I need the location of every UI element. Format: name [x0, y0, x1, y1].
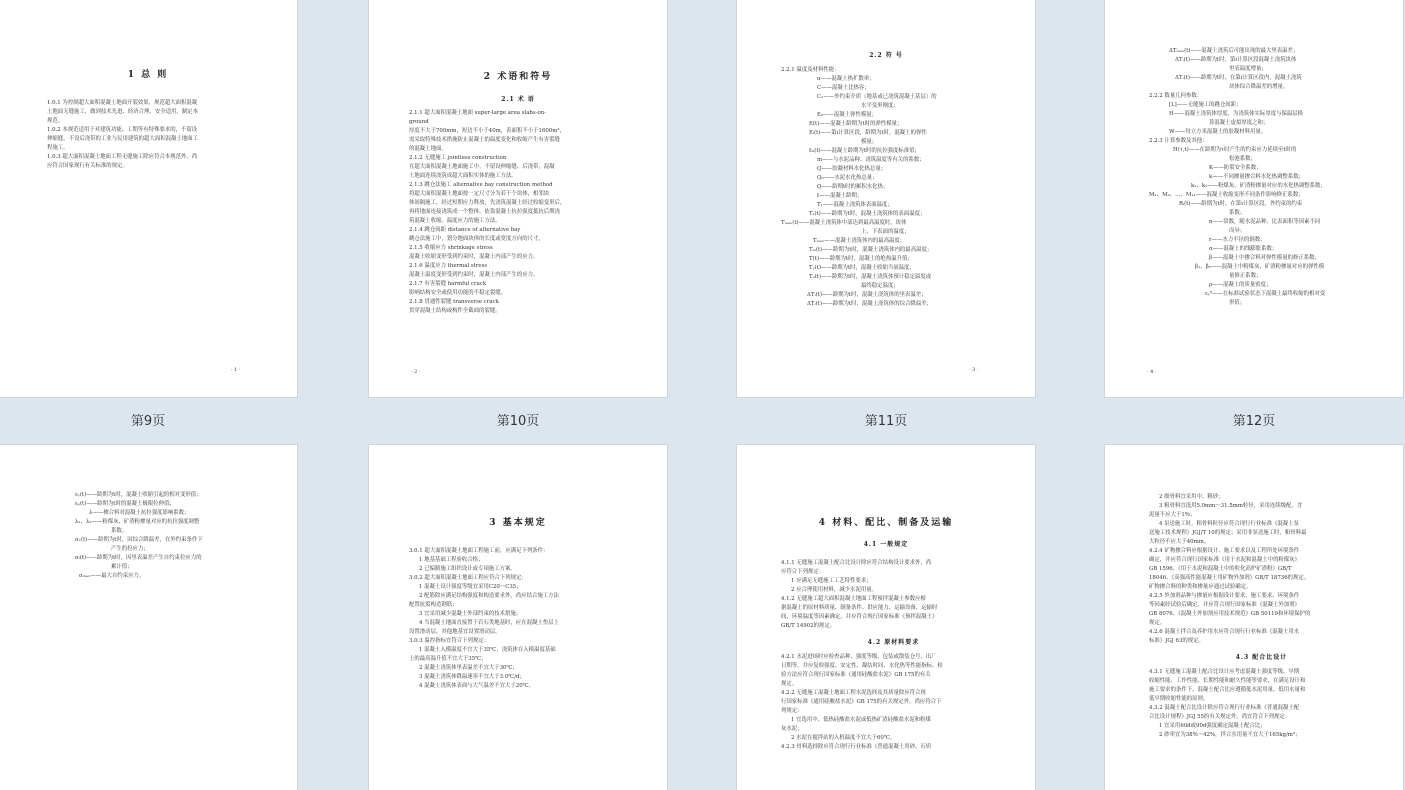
text-line: 2.2.1 温度及材料性能： [781, 67, 840, 73]
text-line: 最终稳定温度； [861, 283, 899, 289]
text-line: k₁、k₂——粉煤灰、矿渣粉掺量对应的水化热调整系数； [1191, 183, 1326, 189]
text-line: H——混凝土浇筑体厚度，为浇筑体实际厚度与保温层换 [1169, 111, 1304, 117]
text-line: 2 砂率宜为38%～42%，拌合水用量不宜大于165kg/m³； [1159, 732, 1301, 738]
text-line: 算混凝土虚拟厚度之和； [1209, 120, 1269, 126]
text-line: 灰水泥； [781, 726, 803, 732]
text-line: 3.0.1 超大面积混凝土地面工程施工前，应满足下列条件： [409, 548, 549, 554]
text-line: 等因素经试验后确定，并应符合现行国家标准《混凝土外加剂》 [1149, 602, 1300, 608]
text-line: σₓ(t)——龄期为t时，因综合降温差，在外约束条件下 [75, 537, 203, 543]
text-line: ΔTᵢ(t)——龄期为t时，在第i计算区段内，混凝土浇筑 [1175, 75, 1302, 81]
chapter-title: 2 术语和符号 [483, 72, 553, 82]
text-line: 2 已编制施工组织设计或专项施工方案。 [419, 566, 516, 572]
text-line: 4.2.4 矿物掺合料应根据设计、施工要求以及工程所处环境条件 [1149, 548, 1300, 554]
text-line: 2 应合理使用材料，减少水泥用量。 [791, 587, 878, 593]
text-line: GB 1596、《用于水泥和混凝土中的粒化高炉矿渣粉》GB/T [1149, 566, 1292, 572]
page-number: · 3 · [969, 367, 979, 373]
text-line: 程施工。 [47, 145, 69, 151]
text-line: λ——掺合料对混凝土抗拉强度影响系数； [89, 510, 190, 516]
page-number: · 2 · [411, 369, 421, 375]
text-line: 产生的拉应力； [111, 546, 149, 552]
text-line: 2.1.8 贯通性裂缝 transverse crack [409, 299, 499, 305]
text-line: ΔTₘₐₓ(t)——混凝土浇筑后可能出现的最大里表温差； [1169, 48, 1299, 54]
text-line: [L]——无缝施工的跳仓间距； [1169, 102, 1242, 108]
text-line: m——与水泥品种、浇筑温度等有关的系数； [817, 157, 925, 163]
text-line: 送施工技术规程》JGJ/T 10的规定；采用非泵送施工时，粗骨料最 [1149, 530, 1307, 536]
text-line: Rᵢ(t)——龄期为t时，在第i计算区段，外约束的约束 [1179, 201, 1303, 207]
text-line: 合比设计规程》JGJ 55的有关规定外，尚宜符合下列规定： [1149, 714, 1291, 720]
page-text [47, 99, 262, 171]
text-line: 土地面连续浇筑成超大面积实体的施工方法。 [409, 173, 517, 179]
text-line: 跳仓法施工中，划分地面块体的长度或宽度方向的尺寸。 [409, 236, 544, 242]
text-line: 4 泵送施工时，粗骨料粒径应符合现行行业标准《混凝土泵 [1159, 521, 1299, 527]
section-title: 2.2 符 号 [869, 52, 903, 59]
text-line: ΔTᵢ(t)——龄期为t时，第i计算区段混凝土浇筑块体 [1175, 57, 1297, 63]
text-line: Q——胶凝材料水化热总量； [817, 166, 887, 172]
text-line: ground [409, 119, 429, 125]
text-line: 2.1.4 跳仓间距 distance of alternative bay [409, 227, 521, 233]
text-line: 在超大面积混凝土地面施工中，不留设伸缩缝、后浇带，混凝 [409, 164, 555, 170]
text-line: 4.2.2 无缝施工混凝土地面工程水泥选择及其质量除应符合现 [781, 690, 926, 696]
text-line: 累计值； [111, 564, 133, 570]
text-line: Cₓ——外约束介质（地基或已浇筑混凝土基层）的 [817, 94, 937, 100]
text-line: 3.0.2 超大面积混凝土地面工程应符合下列规定： [409, 575, 527, 581]
text-line: 3 粗骨料宜选用5.0mm～31.5mm粒径，采用连续级配，含 [1159, 503, 1303, 509]
text-line: 块体综合降温差的增量。 [1229, 84, 1289, 90]
text-line: 间、环境温度等因素确定，并应符合现行国家标准《预拌混凝土》 [781, 614, 938, 620]
text-line: t——混凝土龄期； [817, 193, 863, 199]
text-line: 设置滑动层，其他地基宜设置滑动层。 [409, 629, 501, 635]
text-line: 3.0.3 温控指标宜符合下列规定： [409, 638, 490, 644]
text-line: ΔTᵢ(t)——龄期为t时，混凝土浇筑体的里表温差； [807, 292, 927, 298]
text-line: Tₛ(t)——龄期为t时，混凝土浇筑体的表面温度； [809, 211, 926, 217]
text-line: 确定，并应符合现行国家标准《用于水泥和混凝土中的粉煤灰》 [1149, 557, 1300, 563]
text-line: 1 宜选用中、低热硅酸盐水泥或低热矿渣硅酸盐水泥和粉煤 [791, 717, 931, 723]
text-line: E(t)——混凝土龄期为t时的弹性模量； [809, 121, 903, 127]
text-line: 1 应满足无缝施工工艺特性要求； [791, 578, 872, 584]
text-line: 厚度不大于700mm，短边不小于40m，表面积不小于1600m²， [409, 128, 565, 134]
text-line: 规范。 [47, 118, 64, 124]
text-line: Tₘ(t)——龄期为t时，混凝土浇筑体内的最高温度； [809, 247, 933, 253]
text-line: Eᵢ(t)——第i计算区段，龄期为t时，混凝土的弹性 [809, 130, 927, 136]
text-line: 列规定： [781, 708, 803, 714]
text-line: 4 混凝土浇筑体表面与大气温差不宜大于20℃。 [419, 683, 535, 689]
text-line: Tᵧ(t)——龄期为t时，混凝土收缩当量温度； [809, 265, 915, 271]
text-line: T(t)——龄期为t时，混凝土的绝热温升值； [809, 256, 913, 262]
text-line: α——混凝土的线膨胀系数； [1209, 246, 1278, 252]
text-line: 4.2.6 混凝土拌合及养护用水应符合现行行业标准《混凝土用水 [1149, 629, 1300, 635]
text-line: 1 混凝土设计强度等级宜采用C20～C35； [419, 584, 522, 590]
text-line: 应符合国家现行有关标准的规定。 [47, 163, 128, 169]
text-line: E₀——混凝土弹性模量； [817, 112, 878, 118]
section-title: 4.1 一般规定 [863, 541, 909, 548]
text-line: 4.3.2 混凝土配合比设计除应符合现行行业标准《普通混凝土配 [1149, 705, 1300, 711]
page-caption: 第9页 [130, 414, 166, 429]
page-text [409, 109, 634, 316]
text-line: 规定。 [1149, 620, 1166, 626]
text-line: 收缩性能、工作性能、长期性能和耐久性能等要求，在满足设计和 [1149, 678, 1306, 684]
text-line: 矿物掺合料的种类和掺量应通过试验确定。 [1149, 584, 1252, 590]
text-line: 3 混凝土浇筑体降温速率不宜大于3.0℃/d； [419, 674, 525, 680]
text-line: 需采取特殊技术措施防止混凝土的温度变化和收缩产生有害裂缝 [409, 137, 560, 143]
text-line: 4.1.2 无缝施工超大面积混凝土地面工程预拌混凝土参数应根 [781, 596, 926, 602]
text-line: λ₁、λ₂——粉煤灰、矿渣粉掺量对应的抗拉强度调整 [75, 519, 200, 525]
text-line: 应符合下列规定： [781, 569, 825, 575]
text-line: K——防裂安全系数； [1209, 165, 1262, 171]
section-title: 2.1 术 语 [501, 96, 535, 103]
text-line: 里表温度增量； [1229, 66, 1267, 72]
text-line: 4.2.5 外加剂品种与掺量应根据设计要求、施工要求、环境条件 [1149, 593, 1300, 599]
page-thumbnail-11[interactable] [736, 0, 1036, 398]
page-thumbnail-15[interactable] [736, 444, 1036, 790]
text-line: k——不同掺量掺合料水化热调整系数； [1209, 174, 1304, 180]
page-text [781, 66, 1006, 309]
section-title: 4.3 配合比设计 [1235, 654, 1288, 661]
page-thumbnail-13[interactable] [0, 444, 298, 790]
text-line: 2.1.3 跳仓法施工 alternative bay construction method [409, 182, 553, 188]
text-line: H(τ,t)——在龄期为τ时产生的约束应力延续至t时的 [1173, 147, 1297, 153]
page-text [61, 491, 266, 581]
text-line: 施工要求的条件下，混凝土配合比应遵循低水泥用量、低用水量和 [1149, 687, 1306, 693]
text-line: 规定。 [781, 681, 798, 687]
text-line: 影响结构安全或使用功能的不稳定裂缝。 [409, 290, 507, 296]
text-line: σᵢ(t)——龄期为t时，因里表温差产生自约束拉应力的 [75, 555, 202, 561]
page-text [781, 559, 1006, 752]
text-line: Q——龄期t时的累积水化热； [817, 184, 889, 190]
text-line: 上、下表面的温度； [861, 229, 910, 235]
page-caption: 第10页 [496, 414, 540, 429]
text-line: 系数； [111, 528, 128, 534]
text-line: 贯穿混凝土结构或构件全截面的裂缝。 [409, 308, 501, 314]
text-line: 筑混凝土收缩、温度应力的施工方法。 [409, 218, 501, 224]
chapter-title: 3 基本规定 [489, 518, 547, 528]
text-line: 2.1.2 无缝施工 jointless construction [409, 155, 507, 161]
section-title: 4.2 原材料要求 [867, 639, 920, 646]
text-line: 混凝土温度变形受到约束时，混凝土内部产生的应力。 [409, 272, 539, 278]
text-line: 1.0.1 为控制超大面积混凝土地面开裂效果，规范超大面积混凝 [47, 100, 198, 106]
text-line: 上的最高温升值不宜大于35℃； [409, 656, 487, 662]
text-line: W——每立方米混凝土的胶凝材料用量。 [1169, 129, 1267, 135]
text-line: 再将地面连接浇筑成一个整体，依靠混凝土抗拉强度抵抗后期浇 [409, 209, 560, 215]
text-line: 而异； [1229, 228, 1246, 234]
text-line: β——混凝土中掺合料对弹性模量的修正系数； [1209, 255, 1320, 261]
text-line: Tᵤ(t)——龄期为t时，混凝土浇筑体预计稳定温度或 [809, 274, 932, 280]
text-line: 4.3.1 无缝施工混凝土配合比设计应考虑混凝土强度等级、早期 [1149, 669, 1300, 675]
page-thumbnail-14[interactable] [368, 444, 668, 790]
text-line: 标准》JGJ 63的规定。 [1149, 638, 1204, 644]
text-line: 伸缩缝，不设后浇带的工业与民用建筑的超大面积混凝土地面工 [47, 136, 198, 142]
text-line: ΔTᵢ(t)——龄期为t时，混凝土浇筑体的综合降温差； [807, 301, 932, 307]
text-line: εᵧ⁰——在标准试验状态下混凝土最终收缩的相对变 [1205, 291, 1326, 297]
chapter-title: 1 总 则 [127, 70, 169, 80]
text-line: 4.1.1 无缝施工混凝土配合比设计除应符合结构设计要求外，尚 [781, 560, 932, 566]
text-line: σₘₐₓ——最大自约束应力。 [79, 573, 145, 579]
text-line: Tₘₐₓ(t)——混凝土浇筑体中部达到最高温度时，块体 [781, 220, 907, 226]
chapter-title: 4 材料、配比、制备及运输 [818, 518, 954, 528]
text-line: 1.0.2 本规范适用于对建筑功能、工期等有特殊要求的，不留设 [47, 127, 198, 133]
text-line: 2.1.6 温度应力 thermal stress [409, 263, 488, 269]
text-line: 2.1.5 收缩应力 shrinkage stress [409, 245, 493, 251]
text-line: 体间隔施工，经过短期应力释放，先浇筑混凝土经过收缩变形后， [409, 200, 566, 206]
text-line: 18046、《高强高性能混凝土用矿物外加剂》GB/T 18736的规定。 [1149, 575, 1310, 581]
text-line: 4.2.1 水泥进场时应检查品种、强度等级、包装或散装仓号、出厂 [781, 654, 937, 660]
text-line: εᵧ(t)——龄期为t时，混凝土收缩引起的相对变形值； [75, 492, 202, 498]
text-line: 2.2.3 计算参数及其他： [1149, 138, 1208, 144]
text-line: ρ——混凝土的质量密度； [1209, 282, 1272, 288]
text-line: 水平变形刚度； [861, 103, 899, 109]
text-line: 1 混凝土入模温度不宜大于35℃，浇筑体在入模温度基础 [419, 647, 556, 653]
text-line: 1 宜采用60d或90d强度确定混凝土配合比； [1159, 723, 1266, 729]
text-line: 量修正系数； [1229, 273, 1262, 279]
text-line: 将超大面积混凝土地面按一定尺寸分为若干个块体，相邻块 [409, 191, 550, 197]
page-caption: 第11页 [864, 414, 908, 429]
text-line: 日期等，并应复检强度、安定性、凝结时间、水化热等性能指标。检 [781, 663, 943, 669]
text-line: β₁、β₂——混凝土中粉煤灰、矿渣粉掺量对应的弹性模 [1195, 264, 1325, 270]
text-line: 大粒径不应大于40mm。 [1149, 539, 1210, 545]
text-line: 行国家标准《通用硅酸盐水泥》GB 175的有关规定外，尚应符合下 [781, 699, 942, 705]
text-line: 据混凝土的原材料质量、制备条件、供应能力、运输设备、运输时 [781, 605, 938, 611]
text-line: 配置抗裂构造钢筋； [409, 602, 458, 608]
text-line: 2.1.1 超大面积混凝土地面 super-large area slabs-on- [409, 110, 546, 116]
text-line: 2 水泥在搅拌站的入机温度不宜大于60℃。 [791, 735, 896, 741]
page-number: · 1 · [231, 367, 241, 373]
text-line: 低早期收缩性能的原则。 [1149, 696, 1209, 702]
text-line: εₚ(t)——龄期为t时的混凝土极限拉伸值； [75, 501, 175, 507]
page-thumbnail-16[interactable] [1104, 444, 1404, 790]
text-line: 验方法应符合现行国家标准《通用硅酸盐水泥》GB 175的有关 [781, 672, 931, 678]
text-line: 2 细骨料宜采用中、粗砂； [1159, 494, 1224, 500]
page-text [1149, 47, 1374, 308]
text-line: Tₘₐₓ——混凝土浇筑体内的最高温度； [813, 238, 906, 244]
text-line: 2.1.7 有害裂缝 harmful crack [409, 281, 487, 287]
text-line: 2.2.2 数量几何参数： [1149, 93, 1203, 99]
page-caption: 第12页 [1232, 414, 1276, 429]
text-line: C——混凝土比热容； [817, 85, 870, 91]
text-line: T₁——混凝土浇筑体表面温度； [817, 202, 893, 208]
page-text [1149, 493, 1374, 740]
text-line: 泥量不应大于1%； [1149, 512, 1196, 518]
text-line: 松弛系数； [1229, 156, 1256, 162]
text-line: α——混凝土热扩散率； [817, 76, 875, 82]
page-thumbnail-12[interactable] [1104, 0, 1404, 398]
text-line: Q₀——水泥水化热总量； [817, 175, 878, 181]
text-line: 1.0.3 超大面积混凝土地面工程无缝施工除应符合本规范外，尚 [47, 154, 198, 160]
text-line: r——水力半径的倒数； [1209, 237, 1266, 243]
text-line: 系数； [1229, 210, 1246, 216]
page-thumbnail-10[interactable] [368, 0, 668, 398]
text-line: 2 配筋除应满足结构强度和构造要求外，尚应结合施工方法 [419, 593, 559, 599]
text-line: GB 8076、《混凝土外加剂应用技术规范》GB 50119和环境保护的 [1149, 611, 1311, 617]
text-line: 混凝土收缩变形受到约束时，混凝土内部产生的应力。 [409, 254, 539, 260]
text-line: 土地面无缝施工，做到技术先进、经济合理、安全适用，制定本 [47, 109, 198, 115]
text-line: 3 宜采用减少混凝土外部约束的技术措施； [419, 611, 522, 617]
text-line: 模量； [861, 139, 878, 145]
text-line: 4.2.3 骨料选择除应符合现行行业标准《普通混凝土用砂、石质 [781, 744, 932, 750]
text-line: 形值； [1229, 300, 1246, 306]
page-number: · 4 · [1147, 369, 1157, 375]
text-line: 1 地基基础工程验收合格； [419, 557, 484, 563]
page-thumbnail-9[interactable] [0, 0, 298, 398]
text-line: 2 混凝土浇筑体里表温差不宜大于30℃； [419, 665, 518, 671]
text-line: n——常数，随水泥品种、比表面积等因素不同 [1209, 219, 1321, 225]
page-text [409, 547, 634, 691]
text-line: 4 当混凝土地面直接置于岩石类地基时，应在混凝土垫层上 [419, 620, 559, 626]
text-line: 的混凝土地面。 [409, 146, 447, 152]
text-line: M₁、M₂、…、M₁₁——混凝土收缩变形不同条件影响修正系数； [1149, 192, 1304, 198]
text-line: fₜₖ(t)——混凝土龄期为t时的抗拉强度标准值； [809, 148, 920, 154]
text-line: GB/T 14902的规定。 [781, 623, 836, 629]
